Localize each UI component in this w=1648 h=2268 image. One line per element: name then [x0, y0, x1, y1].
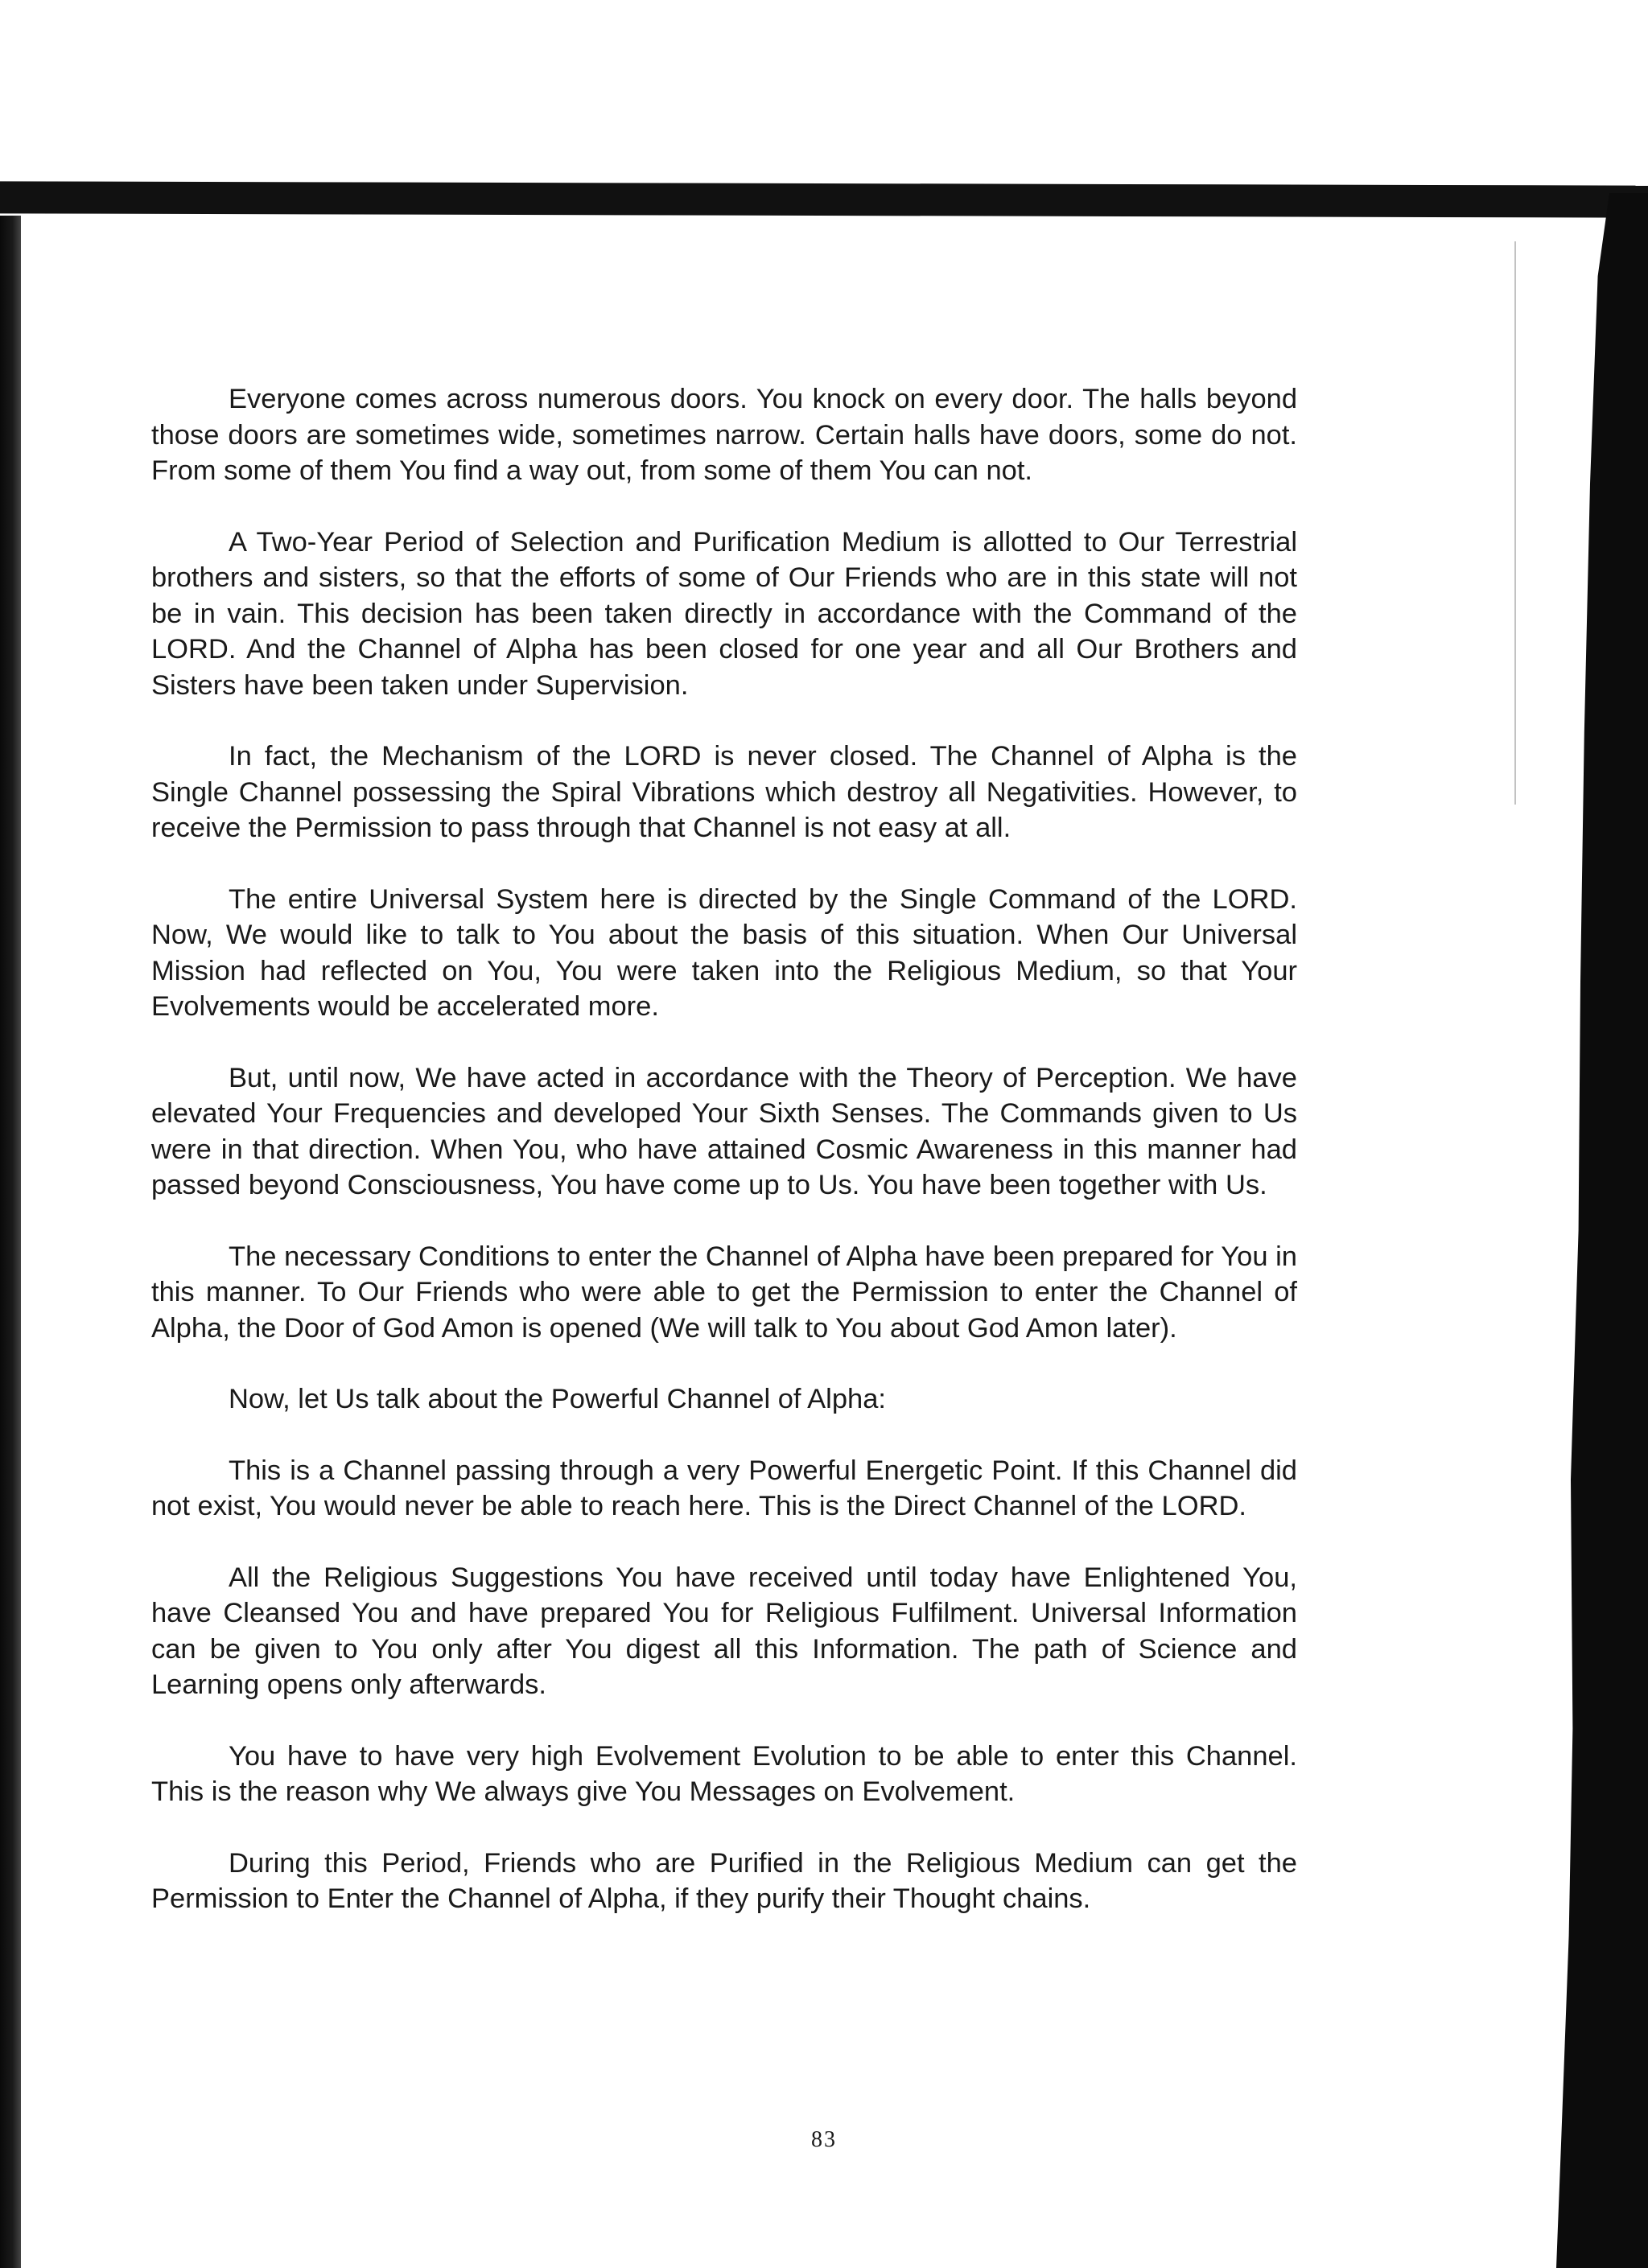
- paragraph: All the Religious Suggestions You have received until today have Enlightened You, have Cleansed You and have prepared You for Religious Fulfilment. Universal Information can be given to You only after You digest all this Information. The path of Science and Learning opens only afterwards.: [151, 1562, 1297, 1700]
- paragraph: The entire Universal System here is directed by the Single Command of the LORD. Now, We would like to talk to You about the basis of this situation. When Our Universal Mission had reflected on You, You were taken into the Religious Medium, so that Your Evolvements would be accelerated more.: [151, 883, 1297, 1022]
- paragraph: But, until now, We have acted in accordance with the Theory of Perception. We have elevated Your Frequencies and developed Your Sixth Senses. The Commands given to Us were in that direction. When You, who have attained Cosmic Awareness in this manner had passed beyond Consciousness, You have come up to Us. You have been together with Us.: [151, 1062, 1297, 1200]
- scan-top-shadow: [0, 181, 1648, 217]
- paragraph: Now, let Us talk about the Powerful Channel of Alpha:: [229, 1384, 886, 1414]
- paragraph: You have to have very high Evolvement Evolution to be able to enter this Channel. This is the reason why We always give You Messages on Evolvement.: [151, 1740, 1297, 1807]
- page-number: 83: [811, 2127, 837, 2152]
- scan-right-shadow: [1551, 193, 1648, 2268]
- paragraph: In fact, the Mechanism of the LORD is never closed. The Channel of Alpha is the Single Channel possessing the Spiral Vibrations which destroy all Negativities. However, to receive the Permission to pass through that Channel is not easy at all.: [151, 741, 1297, 843]
- scan-left-shadow: [0, 216, 21, 2268]
- paragraph: Everyone comes across numerous doors. You knock on every door. The halls beyond those doors are sometimes wide, sometimes narrow. Certain halls have doors, some do not. From some of them You find a way out, from some of them You can not.: [151, 384, 1297, 486]
- scan-page-edge: [1514, 241, 1516, 805]
- page-body: [151, 381, 1297, 1953]
- paragraph: A Two-Year Period of Selection and Purification Medium is allotted to Our Terrestrial brothers and sisters, so that the efforts of some of Our Friends who are in this state will not be in vain. This decision has been taken directly in accordance with the Command of the LORD. And the Channel of Alpha has been closed for one year and all Our Brothers and Sisters have been taken under Supervision.: [151, 526, 1297, 701]
- paragraph: The necessary Conditions to enter the Channel of Alpha have been prepared for You in this manner. To Our Friends who were able to get the Permission to enter the Channel of Alpha, the Door of God Amon is opened (We will talk to You about God Amon later).: [151, 1241, 1297, 1344]
- paragraph: During this Period, Friends who are Purified in the Religious Medium can get the Permission to Enter the Channel of Alpha, if they purify their Thought chains.: [151, 1847, 1297, 1914]
- paragraph: This is a Channel passing through a very Powerful Energetic Point. If this Channel did not exist, You would never be able to reach here. This is the Direct Channel of the LORD.: [151, 1455, 1297, 1521]
